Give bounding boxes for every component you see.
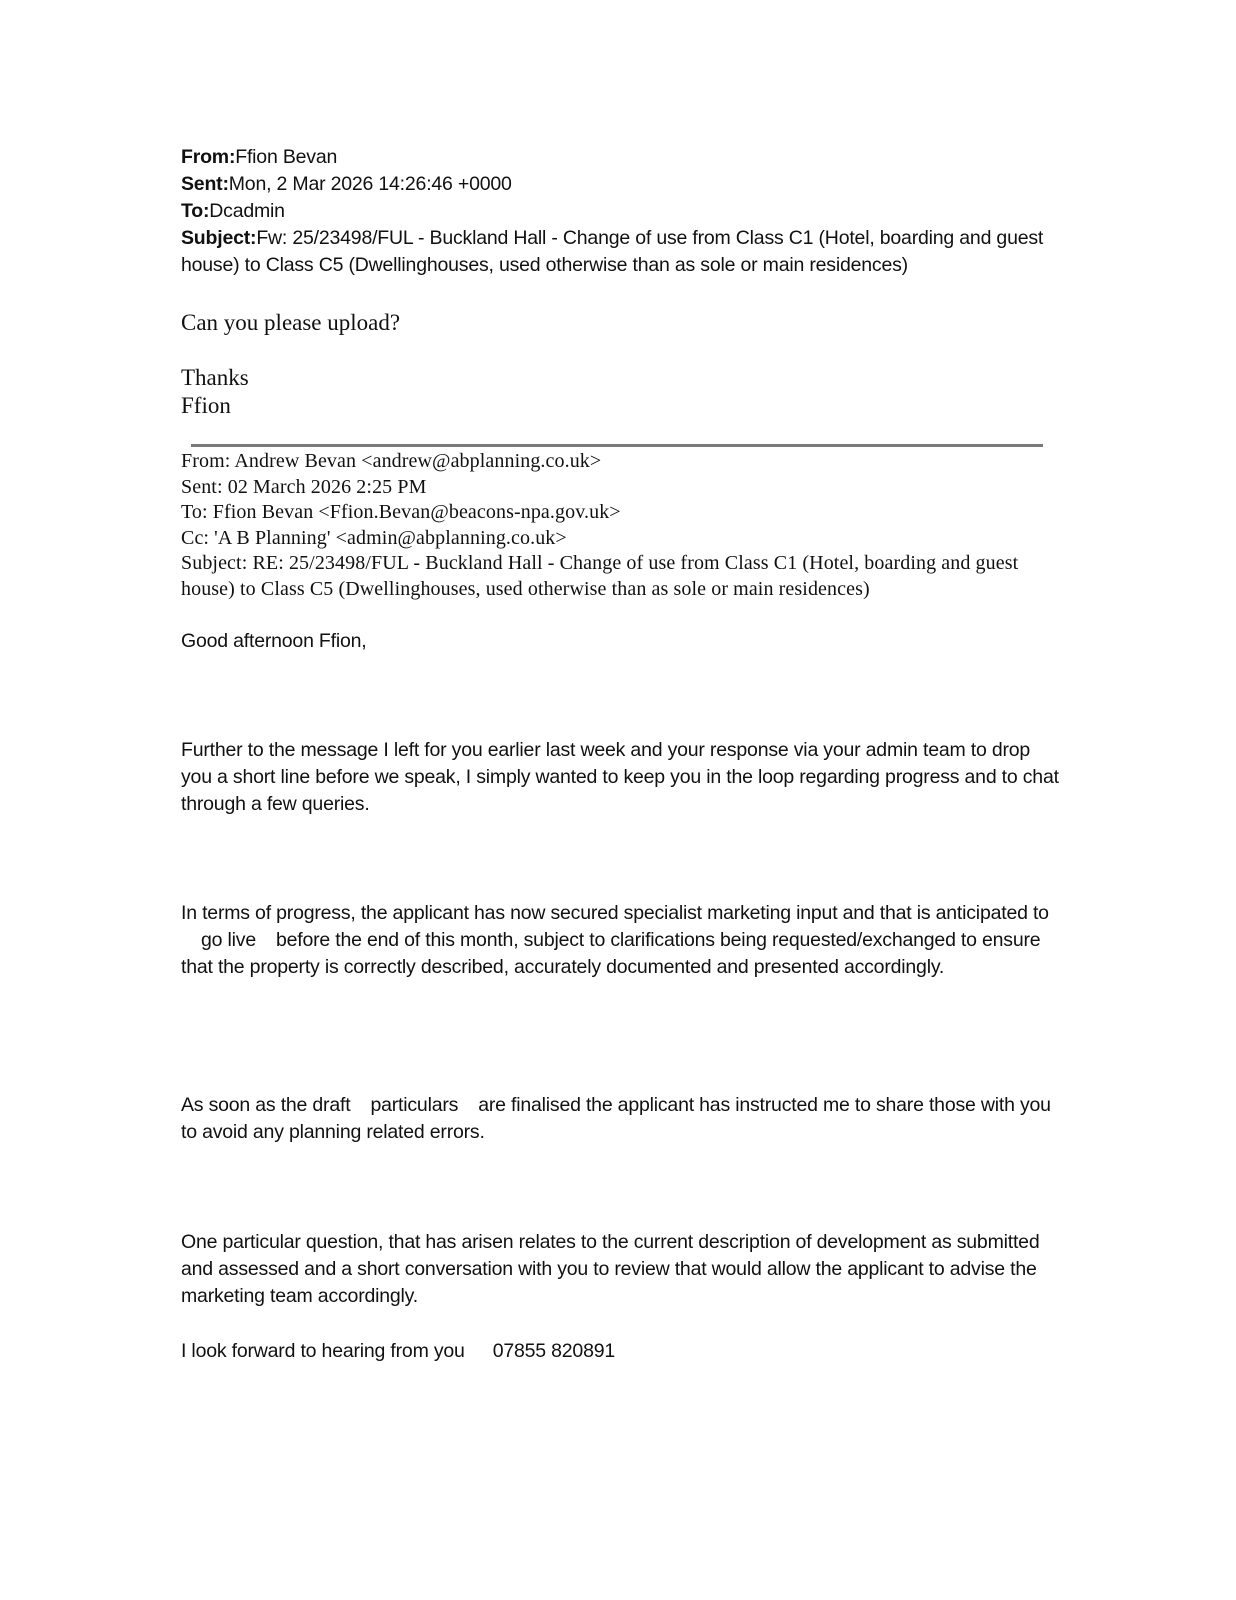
closing-line xyxy=(181,1338,1061,1365)
particulars-text-end: are finalised the applicant has instructed me to share those with you to avoid any planning related errors. xyxy=(181,1094,1051,1143)
original-subject-line: Subject: RE: 25/23498/FUL - Buckland Hall - Change of use from Class C1 (Hotel, boarding and guest house) to Class C5 (Dwellinghouses, used otherwise than as sole or main residences) xyxy=(181,552,1019,600)
from-label: From: xyxy=(181,146,236,168)
sent-label: Sent: xyxy=(181,173,229,195)
original-cc-line: Cc: 'A B Planning' <admin@abplanning.co.uk> xyxy=(181,526,567,549)
to-label: To: xyxy=(181,200,210,222)
subject-label: Subject: xyxy=(181,227,257,249)
paragraph-question: One particular question, that has arisen relates to the current description of development as submitted and assessed and a short conversation with you to review that would allow the applicant to advise the marketing team accordingly. xyxy=(181,1231,1040,1307)
signoff-text: Thanks xyxy=(181,365,249,390)
forward-to-line xyxy=(181,198,1061,225)
particulars-text-start: As soon as the draft xyxy=(181,1094,351,1116)
progress-text-end: before the end of this month, subject to clarifications being requested/exchanged to ensure that the property is correctly described, accurately documented and presented accordingly. xyxy=(181,929,1041,978)
phone-number: 07855 820891 xyxy=(492,1340,615,1362)
paragraph-loop-update: Further to the message I left for you earlier last week and your response via your admin team to drop you a short line before we speak, I simply wanted to keep you in the loop regarding progress and to chat through a few queries. xyxy=(181,739,1059,815)
message-divider xyxy=(191,444,1043,447)
sent-value: Mon, 2 Mar 2026 14:26:46 +0000 xyxy=(228,173,512,195)
original-sent-line: Sent: 02 March 2026 2:25 PM xyxy=(181,475,427,498)
forward-from-line xyxy=(181,144,1061,171)
original-email-header xyxy=(181,449,1061,602)
particulars-word: particulars xyxy=(370,1094,459,1116)
upload-request: Can you please upload? xyxy=(181,310,401,335)
to-value: Dcadmin xyxy=(209,200,285,222)
forward-subject-line xyxy=(181,225,1061,279)
paragraph-particulars xyxy=(181,1092,1061,1146)
signoff-name: Ffion xyxy=(181,393,231,418)
from-value: Ffion Bevan xyxy=(235,146,338,168)
forward-signoff xyxy=(181,364,1061,420)
progress-text-start: In terms of progress, the applicant has now secured specialist marketing input and that is anticipated to xyxy=(181,902,1049,924)
subject-value: Fw: 25/23498/FUL - Buckland Hall - Change of use from Class C1 (Hotel, boarding and guest house) to Class C5 (Dwellinghouses, used otherwise than as sole or main residences) xyxy=(181,227,1044,276)
forward-email-header xyxy=(181,144,1061,279)
original-from-line: From: Andrew Bevan <andrew@abplanning.co.uk> xyxy=(181,450,602,472)
go-live-phrase: go live xyxy=(201,929,256,951)
forward-sent-line xyxy=(181,171,1061,198)
greeting: Good afternoon Ffion, xyxy=(181,630,367,652)
paragraph-progress xyxy=(181,900,1061,981)
original-to-line: To: Ffion Bevan <Ffion.Bevan@beacons-npa.gov.uk> xyxy=(181,501,621,523)
closing-text: I look forward to hearing from you xyxy=(181,1340,465,1362)
